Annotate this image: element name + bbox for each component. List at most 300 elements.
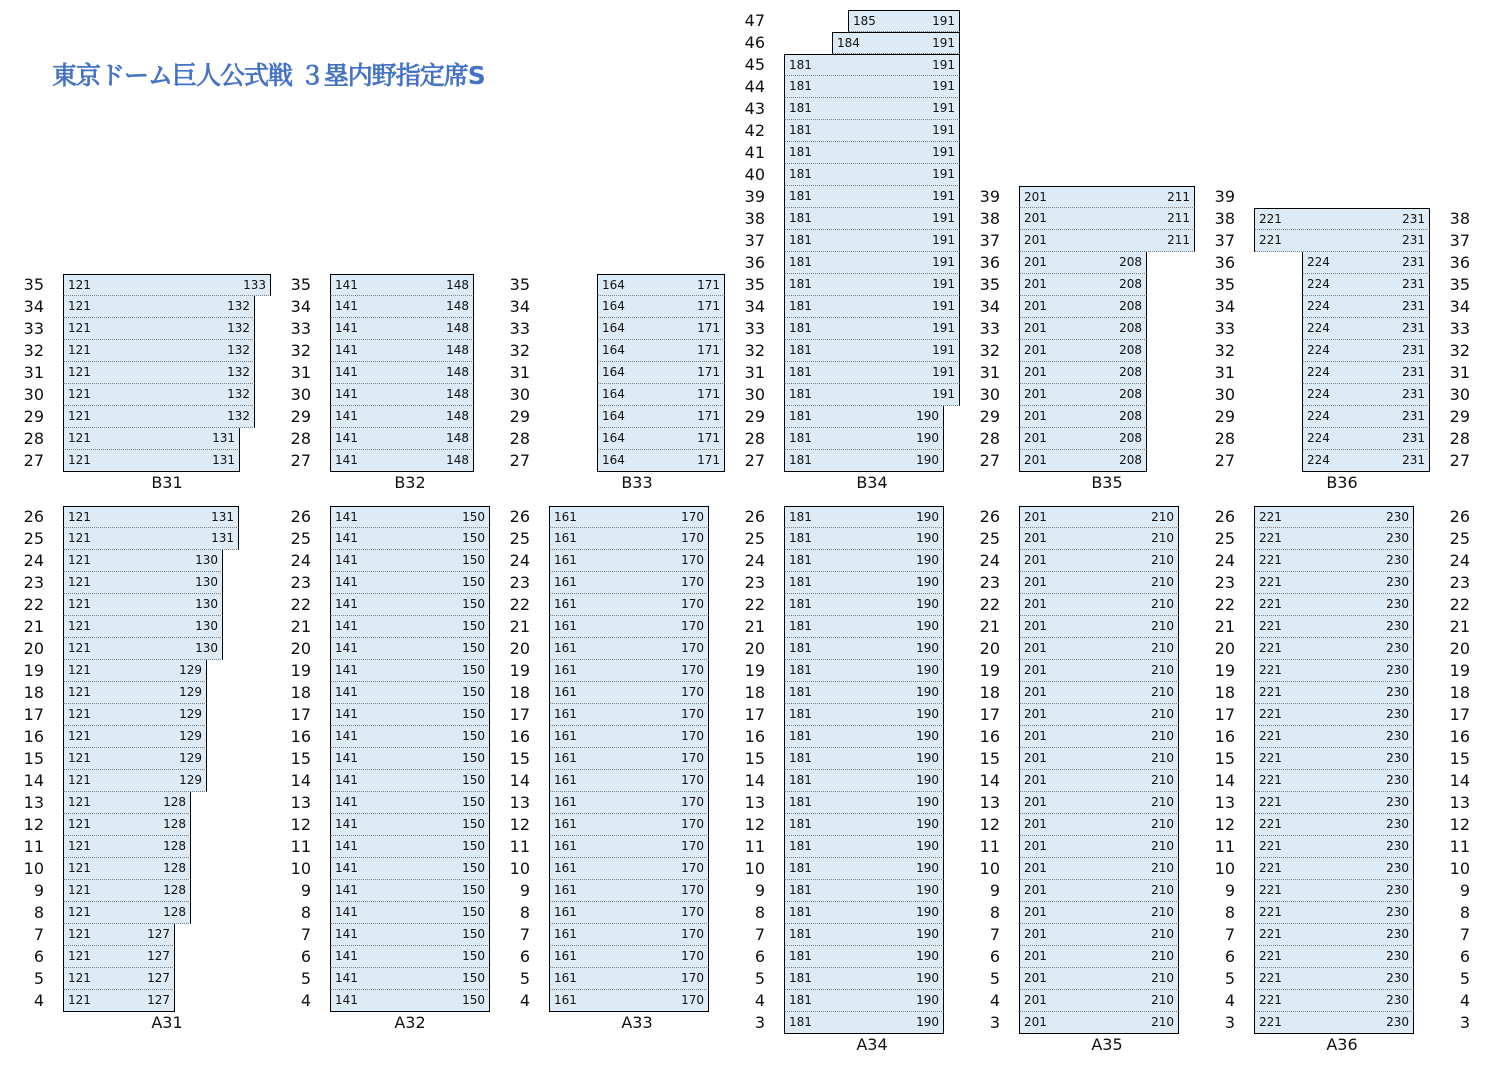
seat-from: 121 bbox=[68, 575, 91, 589]
seat-row-a34-5[interactable] bbox=[784, 968, 944, 990]
seat-row-a32-11[interactable] bbox=[330, 836, 490, 858]
seat-row-b34-43[interactable] bbox=[784, 98, 960, 120]
seat-from: 141 bbox=[335, 751, 358, 765]
seat-row-a34-17[interactable] bbox=[784, 704, 944, 726]
seat-row-a32-18[interactable] bbox=[330, 682, 490, 704]
seat-row-a36-12[interactable] bbox=[1254, 814, 1414, 836]
seat-row-b34-38[interactable] bbox=[784, 208, 960, 230]
row-number: 8 bbox=[1224, 903, 1235, 922]
row-number: 34 bbox=[290, 297, 311, 316]
seat-row-a33-19[interactable] bbox=[549, 660, 709, 682]
seat-row-a33-4[interactable] bbox=[549, 990, 709, 1012]
seat-row-a34-26[interactable] bbox=[784, 506, 944, 528]
seat-row-b33-29[interactable] bbox=[597, 406, 725, 428]
seat-row-b31-27[interactable] bbox=[63, 450, 240, 472]
seat-to: 191 bbox=[932, 145, 955, 159]
seat-row-a34-9[interactable] bbox=[784, 880, 944, 902]
seat-row-a33-13[interactable] bbox=[549, 792, 709, 814]
seat-row-b34-40[interactable] bbox=[784, 164, 960, 186]
seat-row-b35-36[interactable] bbox=[1019, 252, 1147, 274]
seat-row-b34-46[interactable] bbox=[832, 32, 960, 54]
seat-row-b34-28[interactable] bbox=[784, 428, 944, 450]
seat-from: 221 bbox=[1259, 663, 1282, 677]
row-number: 4 bbox=[519, 991, 530, 1010]
seat-from: 121 bbox=[68, 531, 91, 545]
seat-row-a32-6[interactable] bbox=[330, 946, 490, 968]
seat-row-a36-6[interactable] bbox=[1254, 946, 1414, 968]
row-number: 6 bbox=[1459, 947, 1470, 966]
seat-row-a34-19[interactable] bbox=[784, 660, 944, 682]
seat-row-b34-33[interactable] bbox=[784, 318, 960, 340]
seat-row-a34-14[interactable] bbox=[784, 770, 944, 792]
seat-row-b31-32[interactable] bbox=[63, 340, 255, 362]
seat-row-a34-24[interactable] bbox=[784, 550, 944, 572]
row-number: 33 bbox=[1214, 319, 1235, 338]
seat-to: 130 bbox=[195, 641, 218, 655]
seat-row-a32-8[interactable] bbox=[330, 902, 490, 924]
seat-to: 132 bbox=[227, 365, 250, 379]
seat-row-a35-9[interactable] bbox=[1019, 880, 1179, 902]
row-number: 17 bbox=[1449, 705, 1470, 724]
seat-to: 150 bbox=[462, 707, 485, 721]
seat-row-a34-12[interactable] bbox=[784, 814, 944, 836]
seat-row-b31-29[interactable] bbox=[63, 406, 255, 428]
seat-row-a32-25[interactable] bbox=[330, 528, 490, 550]
seat-row-a36-13[interactable] bbox=[1254, 792, 1414, 814]
seat-from: 221 bbox=[1259, 212, 1282, 226]
row-number: 23 bbox=[744, 573, 765, 592]
seat-row-a36-25[interactable] bbox=[1254, 528, 1414, 550]
seat-row-b33-30[interactable] bbox=[597, 384, 725, 406]
seat-row-a32-19[interactable] bbox=[330, 660, 490, 682]
seat-from: 164 bbox=[602, 365, 625, 379]
seat-row-a32-14[interactable] bbox=[330, 770, 490, 792]
seat-row-a33-8[interactable] bbox=[549, 902, 709, 924]
seat-row-a35-6[interactable] bbox=[1019, 946, 1179, 968]
seat-row-b33-27[interactable] bbox=[597, 450, 725, 472]
seat-row-a35-3[interactable] bbox=[1019, 1012, 1179, 1034]
seat-row-b32-28[interactable] bbox=[330, 428, 474, 450]
seat-row-a32-10[interactable] bbox=[330, 858, 490, 880]
seat-row-a35-26[interactable] bbox=[1019, 506, 1179, 528]
seat-row-b35-37[interactable] bbox=[1019, 230, 1195, 252]
row-number: 22 bbox=[1214, 595, 1235, 614]
seat-row-a32-13[interactable] bbox=[330, 792, 490, 814]
row-number: 12 bbox=[509, 815, 530, 834]
row-number: 17 bbox=[509, 705, 530, 724]
row-number: 6 bbox=[33, 947, 44, 966]
seat-to: 190 bbox=[916, 707, 939, 721]
seat-row-a32-20[interactable] bbox=[330, 638, 490, 660]
seat-row-a34-3[interactable] bbox=[784, 1012, 944, 1034]
seat-row-b36-36[interactable] bbox=[1302, 252, 1430, 274]
seat-row-a31-16[interactable] bbox=[63, 726, 207, 748]
seat-to: 130 bbox=[195, 597, 218, 611]
seat-row-a35-20[interactable] bbox=[1019, 638, 1179, 660]
seat-row-b34-32[interactable] bbox=[784, 340, 960, 362]
seat-row-b36-35[interactable] bbox=[1302, 274, 1430, 296]
seat-row-a31-9[interactable] bbox=[63, 880, 191, 902]
seat-row-a33-10[interactable] bbox=[549, 858, 709, 880]
seat-row-a33-12[interactable] bbox=[549, 814, 709, 836]
seat-row-a36-15[interactable] bbox=[1254, 748, 1414, 770]
row-number: 13 bbox=[23, 793, 44, 812]
row-number: 14 bbox=[509, 771, 530, 790]
seat-to: 190 bbox=[916, 531, 939, 545]
row-number: 8 bbox=[300, 903, 311, 922]
seat-row-b34-45[interactable] bbox=[784, 54, 960, 76]
seat-row-a31-18[interactable] bbox=[63, 682, 207, 704]
seat-row-b34-41[interactable] bbox=[784, 142, 960, 164]
seat-row-a35-11[interactable] bbox=[1019, 836, 1179, 858]
seat-row-a34-8[interactable] bbox=[784, 902, 944, 924]
seat-row-a31-7[interactable] bbox=[63, 924, 175, 946]
seat-to: 231 bbox=[1402, 321, 1425, 335]
seat-to: 210 bbox=[1151, 751, 1174, 765]
seat-to: 190 bbox=[916, 575, 939, 589]
seat-row-b34-36[interactable] bbox=[784, 252, 960, 274]
seat-row-b32-27[interactable] bbox=[330, 450, 474, 472]
seat-to: 127 bbox=[147, 971, 170, 985]
seat-row-a31-11[interactable] bbox=[63, 836, 191, 858]
seat-row-a31-4[interactable] bbox=[63, 990, 175, 1012]
seat-row-b35-31[interactable] bbox=[1019, 362, 1147, 384]
row-number: 7 bbox=[754, 925, 765, 944]
seat-from: 181 bbox=[789, 553, 812, 567]
row-number: 13 bbox=[290, 793, 311, 812]
seat-row-a34-6[interactable] bbox=[784, 946, 944, 968]
seat-row-a32-22[interactable] bbox=[330, 594, 490, 616]
seat-row-a34-16[interactable] bbox=[784, 726, 944, 748]
seat-row-a34-21[interactable] bbox=[784, 616, 944, 638]
seat-row-b34-39[interactable] bbox=[784, 186, 960, 208]
seat-row-a33-25[interactable] bbox=[549, 528, 709, 550]
seat-row-a31-6[interactable] bbox=[63, 946, 175, 968]
seat-row-b36-29[interactable] bbox=[1302, 406, 1430, 428]
seat-row-b33-31[interactable] bbox=[597, 362, 725, 384]
seat-row-b32-32[interactable] bbox=[330, 340, 474, 362]
seat-from: 201 bbox=[1024, 949, 1047, 963]
seat-row-a34-23[interactable] bbox=[784, 572, 944, 594]
row-number: 27 bbox=[290, 451, 311, 470]
row-number: 23 bbox=[509, 573, 530, 592]
seat-row-b33-35[interactable] bbox=[597, 274, 725, 296]
seat-row-a35-8[interactable] bbox=[1019, 902, 1179, 924]
seat-to: 170 bbox=[681, 773, 704, 787]
seat-row-a33-26[interactable] bbox=[549, 506, 709, 528]
seat-row-a35-15[interactable] bbox=[1019, 748, 1179, 770]
seat-to: 129 bbox=[179, 707, 202, 721]
seat-row-a31-10[interactable] bbox=[63, 858, 191, 880]
seat-from: 141 bbox=[335, 817, 358, 831]
seat-row-a33-21[interactable] bbox=[549, 616, 709, 638]
seat-to: 170 bbox=[681, 817, 704, 831]
seat-to: 208 bbox=[1119, 387, 1142, 401]
seat-row-a36-18[interactable] bbox=[1254, 682, 1414, 704]
seat-row-a31-13[interactable] bbox=[63, 792, 191, 814]
seat-row-b36-38[interactable] bbox=[1254, 208, 1430, 230]
row-number: 19 bbox=[979, 661, 1000, 680]
seat-to: 133 bbox=[243, 278, 266, 292]
seat-row-b35-34[interactable] bbox=[1019, 296, 1147, 318]
seat-row-a35-13[interactable] bbox=[1019, 792, 1179, 814]
seat-row-b34-30[interactable] bbox=[784, 384, 960, 406]
seat-row-b35-29[interactable] bbox=[1019, 406, 1147, 428]
seat-row-a34-7[interactable] bbox=[784, 924, 944, 946]
seat-row-a35-24[interactable] bbox=[1019, 550, 1179, 572]
seat-row-b35-39[interactable] bbox=[1019, 186, 1195, 208]
seat-row-b36-27[interactable] bbox=[1302, 450, 1430, 472]
seat-row-a36-3[interactable] bbox=[1254, 1012, 1414, 1034]
seat-row-b35-30[interactable] bbox=[1019, 384, 1147, 406]
seat-row-a36-14[interactable] bbox=[1254, 770, 1414, 792]
seat-row-a33-18[interactable] bbox=[549, 682, 709, 704]
seat-row-b32-34[interactable] bbox=[330, 296, 474, 318]
seat-row-b35-38[interactable] bbox=[1019, 208, 1195, 230]
seat-from: 164 bbox=[602, 278, 625, 292]
seat-row-a32-17[interactable] bbox=[330, 704, 490, 726]
section-label-b31: B31 bbox=[151, 473, 183, 492]
row-number: 10 bbox=[509, 859, 530, 878]
seat-row-b31-30[interactable] bbox=[63, 384, 255, 406]
seat-from: 141 bbox=[335, 365, 358, 379]
seat-row-a36-20[interactable] bbox=[1254, 638, 1414, 660]
row-number: 24 bbox=[979, 551, 1000, 570]
seat-from: 141 bbox=[335, 729, 358, 743]
seat-row-b34-44[interactable] bbox=[784, 76, 960, 98]
seat-row-a33-7[interactable] bbox=[549, 924, 709, 946]
seat-row-b33-32[interactable] bbox=[597, 340, 725, 362]
seat-to: 210 bbox=[1151, 663, 1174, 677]
seat-row-a33-22[interactable] bbox=[549, 594, 709, 616]
seat-row-a35-21[interactable] bbox=[1019, 616, 1179, 638]
seat-row-a36-21[interactable] bbox=[1254, 616, 1414, 638]
seat-row-b32-30[interactable] bbox=[330, 384, 474, 406]
seat-row-a32-15[interactable] bbox=[330, 748, 490, 770]
seat-row-a35-23[interactable] bbox=[1019, 572, 1179, 594]
seat-from: 141 bbox=[335, 553, 358, 567]
seat-row-b36-32[interactable] bbox=[1302, 340, 1430, 362]
seat-row-b34-35[interactable] bbox=[784, 274, 960, 296]
seat-row-a33-9[interactable] bbox=[549, 880, 709, 902]
seat-row-b32-29[interactable] bbox=[330, 406, 474, 428]
seat-from: 201 bbox=[1024, 707, 1047, 721]
seat-row-b34-29[interactable] bbox=[784, 406, 944, 428]
seat-row-a33-20[interactable] bbox=[549, 638, 709, 660]
row-number: 31 bbox=[1214, 363, 1235, 382]
seat-to: 127 bbox=[147, 949, 170, 963]
seat-row-a32-7[interactable] bbox=[330, 924, 490, 946]
seat-to: 170 bbox=[681, 597, 704, 611]
seat-row-a35-19[interactable] bbox=[1019, 660, 1179, 682]
row-number: 20 bbox=[509, 639, 530, 658]
seat-row-a36-17[interactable] bbox=[1254, 704, 1414, 726]
seat-row-a35-10[interactable] bbox=[1019, 858, 1179, 880]
seat-row-a33-11[interactable] bbox=[549, 836, 709, 858]
seat-row-b34-27[interactable] bbox=[784, 450, 944, 472]
seat-row-a34-25[interactable] bbox=[784, 528, 944, 550]
seat-row-a34-22[interactable] bbox=[784, 594, 944, 616]
seat-row-b31-28[interactable] bbox=[63, 428, 240, 450]
seat-to: 208 bbox=[1119, 255, 1142, 269]
seat-row-a35-17[interactable] bbox=[1019, 704, 1179, 726]
seat-row-a31-19[interactable] bbox=[63, 660, 207, 682]
seat-row-b33-28[interactable] bbox=[597, 428, 725, 450]
seat-row-b31-34[interactable] bbox=[63, 296, 255, 318]
seat-row-b35-28[interactable] bbox=[1019, 428, 1147, 450]
seat-row-a35-12[interactable] bbox=[1019, 814, 1179, 836]
seat-row-a35-18[interactable] bbox=[1019, 682, 1179, 704]
seat-row-a32-16[interactable] bbox=[330, 726, 490, 748]
seat-row-a32-24[interactable] bbox=[330, 550, 490, 572]
seat-row-a32-26[interactable] bbox=[330, 506, 490, 528]
seat-row-b32-31[interactable] bbox=[330, 362, 474, 384]
seat-row-b35-32[interactable] bbox=[1019, 340, 1147, 362]
seat-row-a32-21[interactable] bbox=[330, 616, 490, 638]
seat-row-b36-33[interactable] bbox=[1302, 318, 1430, 340]
seat-to: 210 bbox=[1151, 927, 1174, 941]
seat-to: 150 bbox=[462, 839, 485, 853]
seat-row-a31-12[interactable] bbox=[63, 814, 191, 836]
seat-row-a34-20[interactable] bbox=[784, 638, 944, 660]
seat-row-b34-47[interactable] bbox=[848, 10, 960, 32]
row-number: 15 bbox=[290, 749, 311, 768]
seat-row-a35-4[interactable] bbox=[1019, 990, 1179, 1012]
seat-row-a33-14[interactable] bbox=[549, 770, 709, 792]
seat-row-a31-23[interactable] bbox=[63, 572, 223, 594]
seat-row-a31-22[interactable] bbox=[63, 594, 223, 616]
seat-from: 201 bbox=[1024, 343, 1047, 357]
row-number: 9 bbox=[33, 881, 44, 900]
seat-to: 208 bbox=[1119, 365, 1142, 379]
row-number: 31 bbox=[23, 363, 44, 382]
seat-row-a33-6[interactable] bbox=[549, 946, 709, 968]
seat-row-a35-25[interactable] bbox=[1019, 528, 1179, 550]
seat-row-a35-22[interactable] bbox=[1019, 594, 1179, 616]
row-number: 44 bbox=[744, 77, 765, 96]
seat-row-a34-13[interactable] bbox=[784, 792, 944, 814]
seat-to: 210 bbox=[1151, 883, 1174, 897]
seat-row-a35-7[interactable] bbox=[1019, 924, 1179, 946]
seat-row-a31-8[interactable] bbox=[63, 902, 191, 924]
seat-to: 210 bbox=[1151, 795, 1174, 809]
seat-row-a34-4[interactable] bbox=[784, 990, 944, 1012]
row-number: 18 bbox=[979, 683, 1000, 702]
seat-row-a36-7[interactable] bbox=[1254, 924, 1414, 946]
seat-row-a31-25[interactable] bbox=[63, 528, 239, 550]
seat-row-a36-23[interactable] bbox=[1254, 572, 1414, 594]
seat-row-b36-28[interactable] bbox=[1302, 428, 1430, 450]
seat-row-a32-12[interactable] bbox=[330, 814, 490, 836]
row-number: 29 bbox=[979, 407, 1000, 426]
seat-from: 224 bbox=[1307, 255, 1330, 269]
seat-row-a31-21[interactable] bbox=[63, 616, 223, 638]
seat-row-a33-17[interactable] bbox=[549, 704, 709, 726]
seat-row-b35-33[interactable] bbox=[1019, 318, 1147, 340]
seat-row-b31-35[interactable] bbox=[63, 274, 271, 296]
row-number: 5 bbox=[1459, 969, 1470, 988]
seat-row-b32-33[interactable] bbox=[330, 318, 474, 340]
seat-row-a32-5[interactable] bbox=[330, 968, 490, 990]
seat-row-a36-9[interactable] bbox=[1254, 880, 1414, 902]
seat-row-a36-22[interactable] bbox=[1254, 594, 1414, 616]
seat-row-a31-17[interactable] bbox=[63, 704, 207, 726]
seat-row-a36-11[interactable] bbox=[1254, 836, 1414, 858]
seat-row-a34-11[interactable] bbox=[784, 836, 944, 858]
row-number: 27 bbox=[1214, 451, 1235, 470]
seat-row-b35-27[interactable] bbox=[1019, 450, 1147, 472]
row-number: 19 bbox=[290, 661, 311, 680]
row-number: 17 bbox=[23, 705, 44, 724]
seat-row-a31-26[interactable] bbox=[63, 506, 239, 528]
seat-row-a34-15[interactable] bbox=[784, 748, 944, 770]
seat-row-a33-15[interactable] bbox=[549, 748, 709, 770]
seat-to: 128 bbox=[163, 883, 186, 897]
seat-row-b33-34[interactable] bbox=[597, 296, 725, 318]
row-number: 38 bbox=[979, 209, 1000, 228]
seat-from: 121 bbox=[68, 773, 91, 787]
seat-row-a36-19[interactable] bbox=[1254, 660, 1414, 682]
seat-from: 201 bbox=[1024, 927, 1047, 941]
seat-row-b36-37[interactable] bbox=[1254, 230, 1430, 252]
seat-row-a31-15[interactable] bbox=[63, 748, 207, 770]
seat-row-a32-9[interactable] bbox=[330, 880, 490, 902]
seat-row-b35-35[interactable] bbox=[1019, 274, 1147, 296]
seat-row-a33-16[interactable] bbox=[549, 726, 709, 748]
seat-row-b34-37[interactable] bbox=[784, 230, 960, 252]
seat-row-a32-23[interactable] bbox=[330, 572, 490, 594]
seat-row-a36-8[interactable] bbox=[1254, 902, 1414, 924]
seat-to: 210 bbox=[1151, 510, 1174, 524]
seat-row-a35-14[interactable] bbox=[1019, 770, 1179, 792]
seat-row-a34-10[interactable] bbox=[784, 858, 944, 880]
seat-row-b34-42[interactable] bbox=[784, 120, 960, 142]
seat-row-a36-5[interactable] bbox=[1254, 968, 1414, 990]
seat-from: 181 bbox=[789, 211, 812, 225]
seat-row-b36-30[interactable] bbox=[1302, 384, 1430, 406]
section-label-a36: A36 bbox=[1326, 1035, 1358, 1054]
seat-row-a35-16[interactable] bbox=[1019, 726, 1179, 748]
seat-row-a36-26[interactable] bbox=[1254, 506, 1414, 528]
seat-row-a36-16[interactable] bbox=[1254, 726, 1414, 748]
seat-row-a31-14[interactable] bbox=[63, 770, 207, 792]
seat-row-b31-31[interactable] bbox=[63, 362, 255, 384]
seat-row-b36-34[interactable] bbox=[1302, 296, 1430, 318]
seat-row-a32-4[interactable] bbox=[330, 990, 490, 1012]
seat-row-b31-33[interactable] bbox=[63, 318, 255, 340]
seat-row-b34-34[interactable] bbox=[784, 296, 960, 318]
seat-row-a33-24[interactable] bbox=[549, 550, 709, 572]
seat-row-a36-24[interactable] bbox=[1254, 550, 1414, 572]
seat-row-b36-31[interactable] bbox=[1302, 362, 1430, 384]
seat-from: 121 bbox=[68, 553, 91, 567]
row-number: 21 bbox=[290, 617, 311, 636]
seat-to: 191 bbox=[932, 79, 955, 93]
seat-row-a31-20[interactable] bbox=[63, 638, 223, 660]
seat-row-a33-23[interactable] bbox=[549, 572, 709, 594]
seat-row-a34-18[interactable] bbox=[784, 682, 944, 704]
seat-to: 230 bbox=[1386, 553, 1409, 567]
seat-row-a35-5[interactable] bbox=[1019, 968, 1179, 990]
seat-row-b34-31[interactable] bbox=[784, 362, 960, 384]
seat-row-a36-4[interactable] bbox=[1254, 990, 1414, 1012]
seat-row-a31-24[interactable] bbox=[63, 550, 223, 572]
seat-row-a36-10[interactable] bbox=[1254, 858, 1414, 880]
seat-row-a31-5[interactable] bbox=[63, 968, 175, 990]
seat-row-b32-35[interactable] bbox=[330, 274, 474, 296]
seat-row-a33-5[interactable] bbox=[549, 968, 709, 990]
seat-row-b33-33[interactable] bbox=[597, 318, 725, 340]
